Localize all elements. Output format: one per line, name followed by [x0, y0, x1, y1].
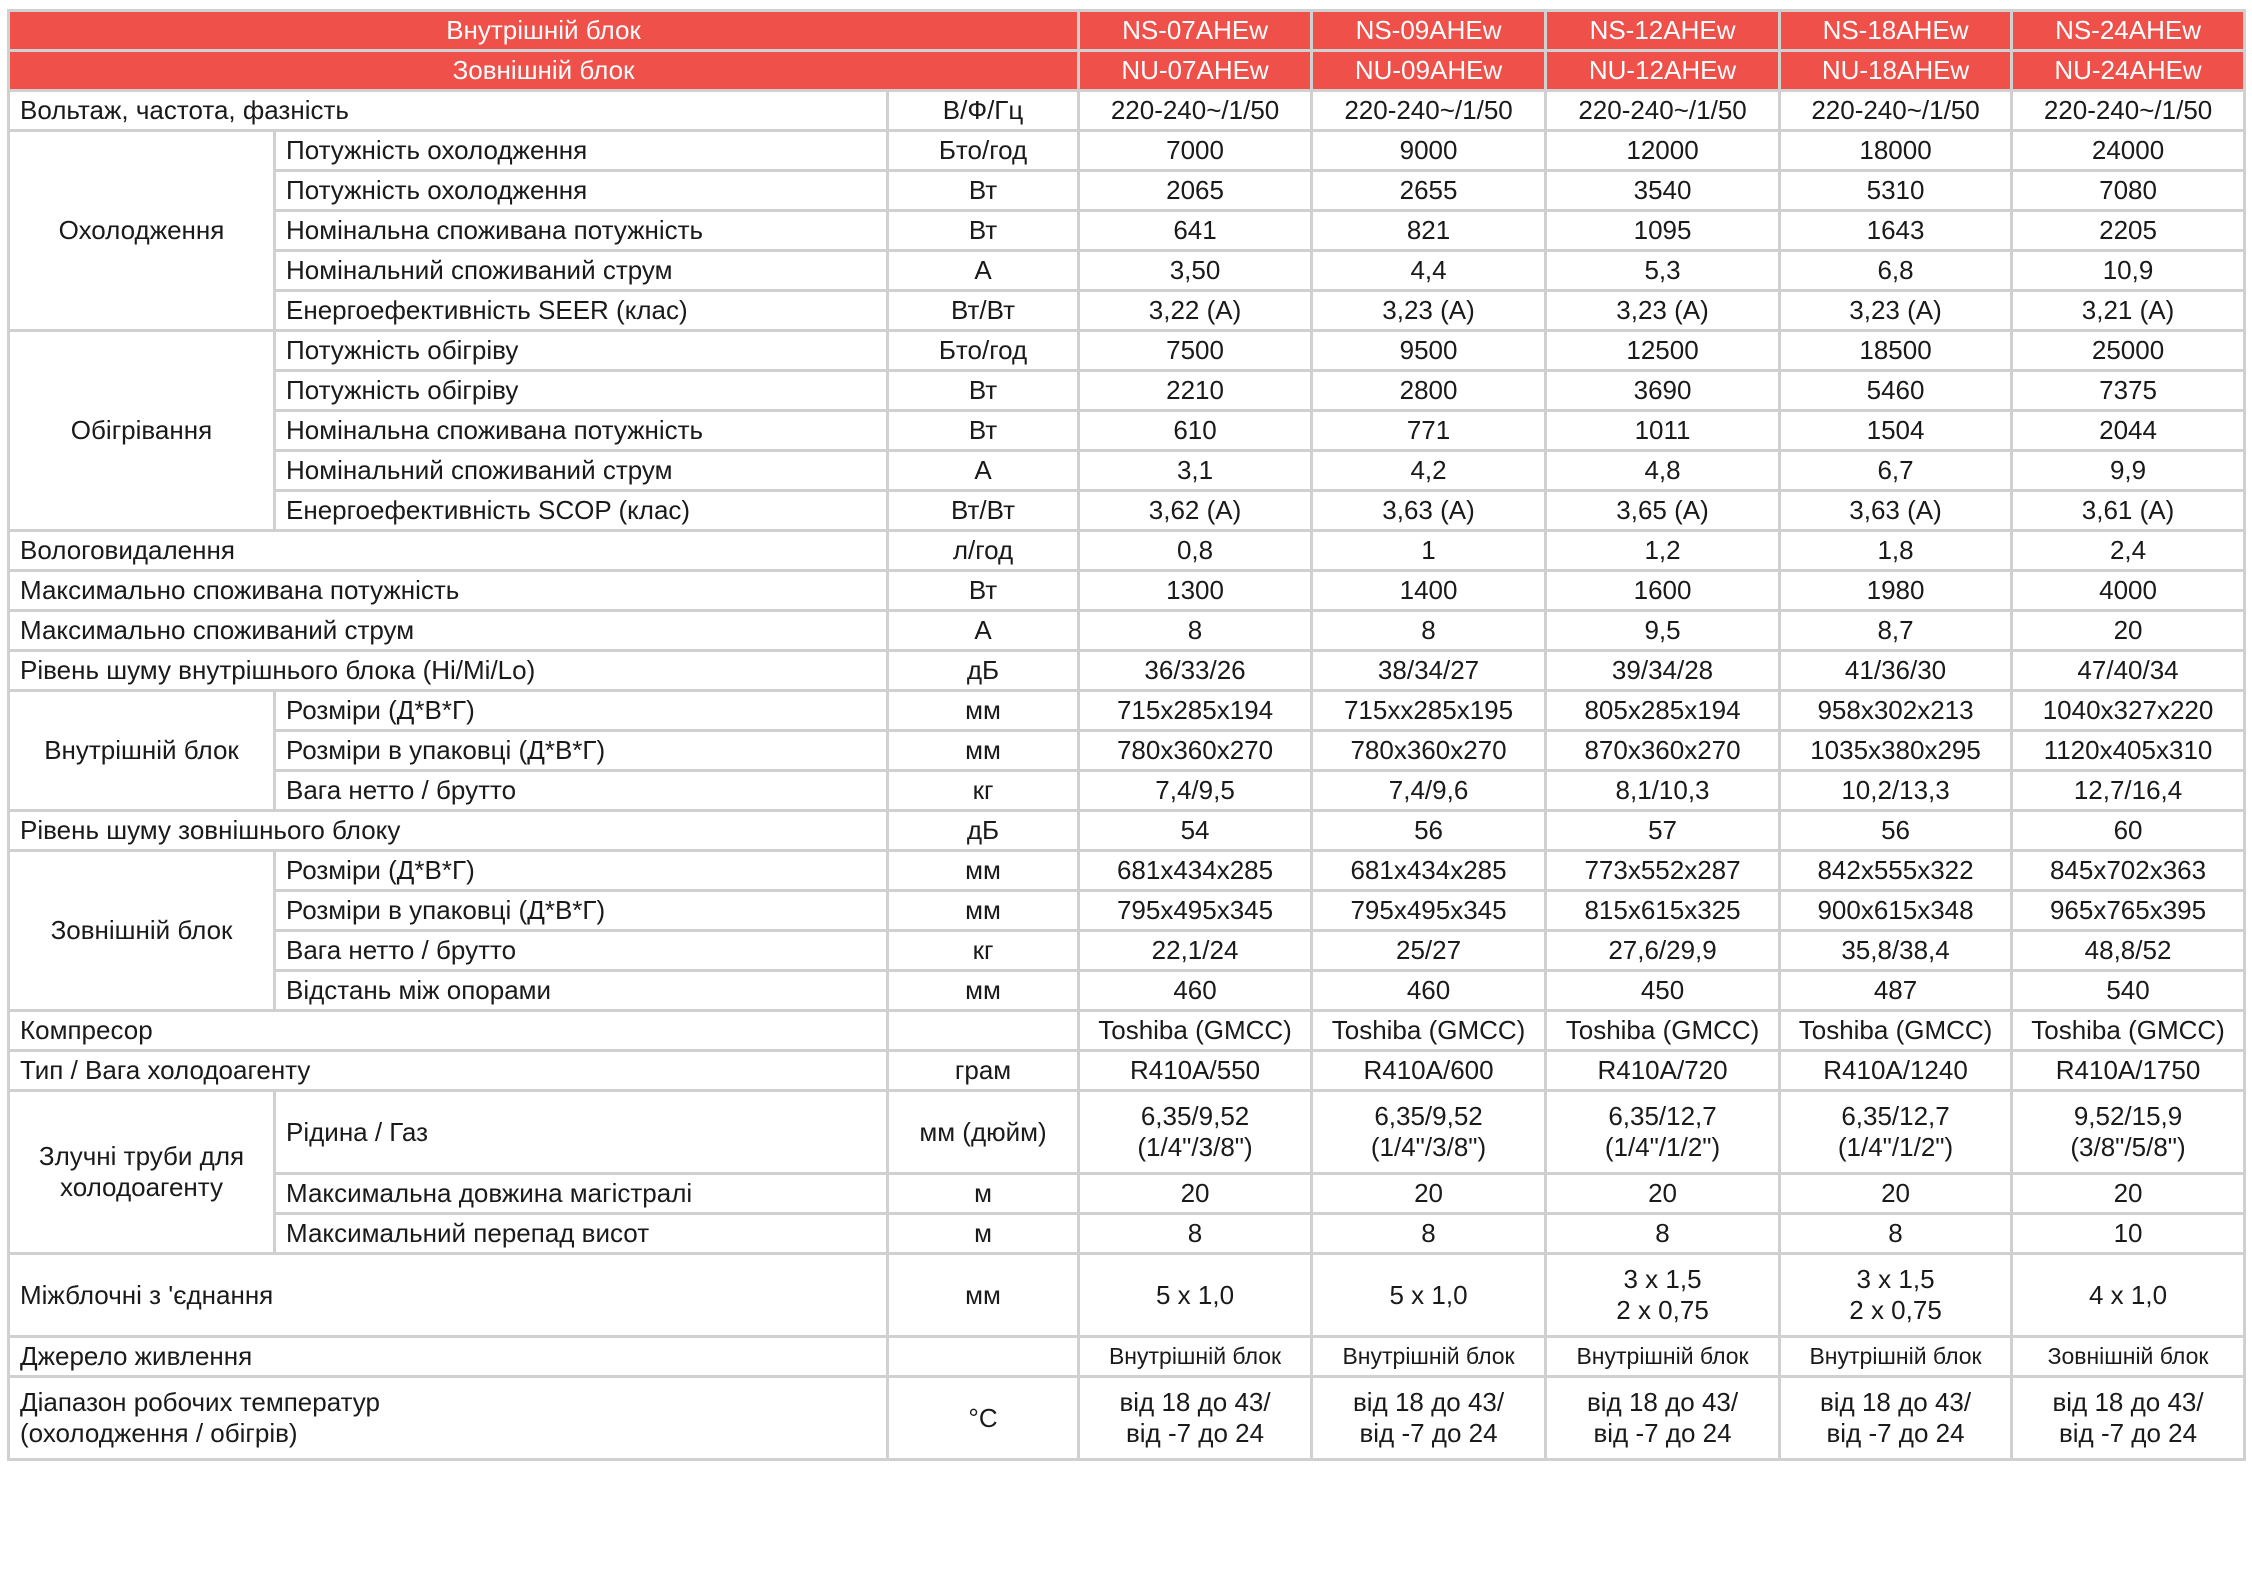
spec-value: Toshiba (GMCC): [1079, 1011, 1312, 1051]
spec-value: 450: [1546, 971, 1780, 1011]
spec-value: 9,5: [1546, 611, 1780, 651]
spec-value: 2205: [2012, 211, 2245, 251]
spec-value: [1546, 1377, 1780, 1460]
spec-value: 1120x405x310: [2012, 731, 2245, 771]
spec-value: [2012, 1377, 2245, 1460]
spec-value: 3,21 (A): [2012, 291, 2245, 331]
spec-value: Зовнішній блок: [2012, 1337, 2245, 1377]
spec-value: 6,8: [1780, 251, 2012, 291]
spec-unit: А: [888, 251, 1079, 291]
table-row: [9, 1377, 2245, 1460]
spec-label: Компресор: [9, 1011, 888, 1051]
spec-value: 24000: [2012, 131, 2245, 171]
spec-value: 3,50: [1079, 251, 1312, 291]
spec-unit: В/Ф/Гц: [888, 91, 1079, 131]
cell-line: від 18 до 43/: [1586, 1387, 1739, 1417]
spec-value: Toshiba (GMCC): [2012, 1011, 2245, 1051]
table-row: [9, 451, 2245, 491]
cell-line: (1/4"/3/8"): [1137, 1132, 1253, 1162]
table-row: [9, 811, 2245, 851]
spec-value: 3,23 (A): [1312, 291, 1546, 331]
spec-label: Номінальна споживана потужність: [275, 211, 888, 251]
spec-label: Рівень шуму внутрішнього блока (Hi/Mi/Lo): [9, 651, 888, 691]
table-row: [9, 971, 2245, 1011]
spec-label: [9, 1377, 888, 1460]
spec-value: 2044: [2012, 411, 2245, 451]
spec-value: 25/27: [1312, 931, 1546, 971]
spec-value: 805x285x194: [1546, 691, 1780, 731]
spec-value: 842x555x322: [1780, 851, 2012, 891]
spec-value: R410A/1240: [1780, 1051, 2012, 1091]
header-label: Зовнішній блок: [9, 51, 1079, 91]
spec-value: Toshiba (GMCC): [1312, 1011, 1546, 1051]
spec-value: Внутрішній блок: [1079, 1337, 1312, 1377]
cell-line: 2 x 0,75: [1849, 1295, 1942, 1325]
table-row: [9, 1214, 2245, 1254]
spec-value: 1040x327x220: [2012, 691, 2245, 731]
spec-value: 25000: [2012, 331, 2245, 371]
group-label: Злучні труби для холодоагенту: [9, 1091, 275, 1254]
spec-value: 35,8/38,4: [1780, 931, 2012, 971]
spec-value: 7000: [1079, 131, 1312, 171]
header-outdoor-row: [9, 51, 2245, 91]
spec-label: Тип / Вага холодоагенту: [9, 1051, 888, 1091]
model-name: NS-12AHEw: [1546, 11, 1780, 51]
spec-label: Вольтаж, частота, фазність: [9, 91, 888, 131]
spec-value: 36/33/26: [1079, 651, 1312, 691]
spec-value: 220-240~/1/50: [1780, 91, 2012, 131]
spec-value: 8: [1312, 611, 1546, 651]
spec-value: 1980: [1780, 571, 2012, 611]
spec-value: 4000: [2012, 571, 2245, 611]
spec-value: 39/34/28: [1546, 651, 1780, 691]
cell-line: від 18 до 43/: [2052, 1387, 2204, 1417]
group-label: Охолодження: [9, 131, 275, 331]
spec-unit: [888, 1337, 1079, 1377]
cell-line: (1/4"/1/2"): [1837, 1132, 1954, 1162]
spec-value: [2012, 1091, 2245, 1174]
model-name: NS-07AHEw: [1079, 11, 1312, 51]
spec-value: 780x360x270: [1312, 731, 1546, 771]
spec-value: 48,8/52: [2012, 931, 2245, 971]
spec-value: 8: [1546, 1214, 1780, 1254]
spec-value: [1546, 1254, 1780, 1337]
spec-value: 3,61 (A): [2012, 491, 2245, 531]
spec-label: Міжблочні з 'єднання: [9, 1254, 888, 1337]
cell-line: 5 x 1,0: [1156, 1279, 1235, 1310]
spec-unit: кг: [888, 931, 1079, 971]
table-row: [9, 1051, 2245, 1091]
cell-line: від -7 до 24: [1359, 1418, 1498, 1448]
spec-value: 6,7: [1780, 451, 2012, 491]
spec-value: 7,4/9,5: [1079, 771, 1312, 811]
spec-value: 900x615x348: [1780, 891, 2012, 931]
spec-value: 1643: [1780, 211, 2012, 251]
group-label: Зовнішній блок: [9, 851, 275, 1011]
spec-label: Максимально споживаний струм: [9, 611, 888, 651]
spec-value: 20: [1079, 1174, 1312, 1214]
spec-unit: мм: [888, 971, 1079, 1011]
spec-value: 870x360x270: [1546, 731, 1780, 771]
spec-unit: кг: [888, 771, 1079, 811]
spec-unit: Вт: [888, 211, 1079, 251]
table-row: [9, 1011, 2245, 1051]
spec-value: 487: [1780, 971, 2012, 1011]
spec-value: 7375: [2012, 371, 2245, 411]
spec-value: 9500: [1312, 331, 1546, 371]
spec-unit: Вт: [888, 411, 1079, 451]
spec-value: 220-240~/1/50: [2012, 91, 2245, 131]
spec-label: Потужність обігріву: [275, 371, 888, 411]
spec-unit: Бто/год: [888, 331, 1079, 371]
spec-label: Відстань між опорами: [275, 971, 888, 1011]
spec-label: Розміри (Д*В*Г): [275, 691, 888, 731]
spec-value: 7,4/9,6: [1312, 771, 1546, 811]
spec-unit: Бто/год: [888, 131, 1079, 171]
spec-value: 0,8: [1079, 531, 1312, 571]
spec-value: 1095: [1546, 211, 1780, 251]
cell-line: від 18 до 43/: [1819, 1387, 1972, 1417]
table-row: [9, 491, 2245, 531]
spec-value: [1312, 1254, 1546, 1337]
spec-label: Розміри (Д*В*Г): [275, 851, 888, 891]
spec-label: Номінальна споживана потужність: [275, 411, 888, 451]
spec-value: 57: [1546, 811, 1780, 851]
cell-line: від 18 до 43/: [1119, 1387, 1271, 1417]
spec-value: 22,1/24: [1079, 931, 1312, 971]
spec-value: 3,65 (A): [1546, 491, 1780, 531]
spec-unit: Вт: [888, 571, 1079, 611]
spec-label: Вага нетто / брутто: [275, 931, 888, 971]
spec-unit: Вт: [888, 171, 1079, 211]
table-row: [9, 1254, 2245, 1337]
spec-value: R410A/550: [1079, 1051, 1312, 1091]
spec-label: Потужність охолодження: [275, 131, 888, 171]
table-row: [9, 571, 2245, 611]
spec-value: Внутрішній блок: [1780, 1337, 2012, 1377]
model-name: NU-12AHEw: [1546, 51, 1780, 91]
spec-value: 20: [1312, 1174, 1546, 1214]
spec-unit: Вт/Вт: [888, 291, 1079, 331]
spec-value: 610: [1079, 411, 1312, 451]
table-row: [9, 251, 2245, 291]
spec-value: 12000: [1546, 131, 1780, 171]
cell-line: 3 x 1,5: [1623, 1264, 1702, 1294]
spec-unit: мм: [888, 851, 1079, 891]
spec-value: Toshiba (GMCC): [1780, 1011, 2012, 1051]
spec-value: 54: [1079, 811, 1312, 851]
spec-value: 3,23 (A): [1780, 291, 2012, 331]
spec-value: 1600: [1546, 571, 1780, 611]
spec-value: 7080: [2012, 171, 2245, 211]
spec-value: 7500: [1079, 331, 1312, 371]
spec-label: Потужність охолодження: [275, 171, 888, 211]
spec-value: 8,7: [1780, 611, 2012, 651]
spec-value: 3,23 (A): [1546, 291, 1780, 331]
spec-value: 56: [1312, 811, 1546, 851]
model-name: NS-18AHEw: [1780, 11, 2012, 51]
spec-value: 681x434x285: [1079, 851, 1312, 891]
model-name: NU-18AHEw: [1780, 51, 2012, 91]
spec-value: [1780, 1377, 2012, 1460]
cell-line: (3/8"/5/8"): [2070, 1132, 2186, 1162]
cell-line: (охолодження / обігрів): [20, 1418, 298, 1448]
table-row: [9, 291, 2245, 331]
table-row: [9, 131, 2245, 171]
spec-unit: А: [888, 451, 1079, 491]
spec-value: [1546, 1091, 1780, 1174]
spec-value: 795x495x345: [1079, 891, 1312, 931]
table-row: [9, 331, 2245, 371]
spec-label: Максимальний перепад висот: [275, 1214, 888, 1254]
spec-value: R410A/1750: [2012, 1051, 2245, 1091]
specifications-table: [7, 9, 2246, 1461]
spec-label: Енергоефективність SEER (клас): [275, 291, 888, 331]
spec-value: [2012, 1254, 2245, 1337]
cell-line: 6,35/12,7: [1608, 1101, 1717, 1131]
spec-value: 3,63 (A): [1312, 491, 1546, 531]
table-row: [9, 1091, 2245, 1174]
cell-line: 5 x 1,0: [1389, 1279, 1468, 1310]
cell-line: Діапазон робочих температур: [20, 1387, 380, 1417]
table-row: [9, 851, 2245, 891]
spec-unit: грам: [888, 1051, 1079, 1091]
spec-value: 8: [1079, 1214, 1312, 1254]
spec-value: 460: [1079, 971, 1312, 1011]
cell-line: від -7 до 24: [2058, 1418, 2198, 1448]
spec-value: 715x285x194: [1079, 691, 1312, 731]
spec-label: Максимально споживана потужність: [9, 571, 888, 611]
table-row: [9, 731, 2245, 771]
table-row: [9, 531, 2245, 571]
table-row: [9, 411, 2245, 451]
spec-value: 8,1/10,3: [1546, 771, 1780, 811]
spec-label: Вага нетто / брутто: [275, 771, 888, 811]
spec-value: 38/34/27: [1312, 651, 1546, 691]
spec-value: Внутрішній блок: [1312, 1337, 1546, 1377]
spec-value: 18500: [1780, 331, 2012, 371]
spec-value: R410A/600: [1312, 1051, 1546, 1091]
spec-unit: мм: [888, 891, 1079, 931]
spec-value: 540: [2012, 971, 2245, 1011]
spec-value: 5,3: [1546, 251, 1780, 291]
spec-value: 4,2: [1312, 451, 1546, 491]
table-row: [9, 691, 2245, 731]
spec-unit: л/год: [888, 531, 1079, 571]
spec-value: 2210: [1079, 371, 1312, 411]
spec-value: 1035x380x295: [1780, 731, 2012, 771]
cell-line: (1/4"/3/8"): [1370, 1132, 1487, 1162]
spec-unit: мм: [888, 731, 1079, 771]
table-row: [9, 611, 2245, 651]
spec-label: Вологовидалення: [9, 531, 888, 571]
spec-label: Рівень шуму зовнішнього блоку: [9, 811, 888, 851]
cell-line: від -7 до 24: [1125, 1418, 1265, 1448]
spec-unit: дБ: [888, 811, 1079, 851]
spec-value: 1300: [1079, 571, 1312, 611]
spec-value: 958x302x213: [1780, 691, 2012, 731]
spec-value: 965x765x395: [2012, 891, 2245, 931]
spec-unit: мм: [888, 691, 1079, 731]
model-name: NS-24AHEw: [2012, 11, 2245, 51]
header-label: Внутрішній блок: [9, 11, 1079, 51]
table-row: [9, 371, 2245, 411]
spec-label: Розміри в упаковці (Д*В*Г): [275, 731, 888, 771]
spec-value: 18000: [1780, 131, 2012, 171]
table-row: [9, 771, 2245, 811]
spec-value: 41/36/30: [1780, 651, 2012, 691]
cell-line: 4 x 1,0: [2089, 1279, 2168, 1310]
spec-value: 4,8: [1546, 451, 1780, 491]
spec-value: 815x615x325: [1546, 891, 1780, 931]
table-row: [9, 931, 2245, 971]
spec-value: 3690: [1546, 371, 1780, 411]
spec-value: 780x360x270: [1079, 731, 1312, 771]
spec-value: 8: [1312, 1214, 1546, 1254]
spec-value: 1: [1312, 531, 1546, 571]
table-row: [9, 1174, 2245, 1214]
spec-value: [1312, 1377, 1546, 1460]
spec-value: 3,1: [1079, 451, 1312, 491]
spec-value: 12500: [1546, 331, 1780, 371]
spec-value: 20: [1546, 1174, 1780, 1214]
spec-value: 60: [2012, 811, 2245, 851]
spec-unit: [888, 1011, 1079, 1051]
spec-value: 1,8: [1780, 531, 2012, 571]
cell-line: 3 x 1,5: [1856, 1264, 1935, 1294]
spec-value: 4,4: [1312, 251, 1546, 291]
spec-value: 3,63 (A): [1780, 491, 2012, 531]
spec-value: 460: [1312, 971, 1546, 1011]
spec-value: 5460: [1780, 371, 2012, 411]
spec-unit: мм (дюйм): [888, 1091, 1079, 1174]
spec-unit: мм: [888, 1254, 1079, 1337]
spec-unit: °C: [888, 1377, 1079, 1460]
group-label: Обігрівання: [9, 331, 275, 531]
spec-value: [1780, 1091, 2012, 1174]
spec-value: 5310: [1780, 171, 2012, 211]
cell-line: (1/4"/1/2"): [1604, 1132, 1721, 1162]
spec-value: 2800: [1312, 371, 1546, 411]
cell-line: 2 x 0,75: [1616, 1295, 1709, 1325]
spec-unit: дБ: [888, 651, 1079, 691]
cell-line: 6,35/12,7: [1841, 1101, 1950, 1131]
spec-value: 220-240~/1/50: [1546, 91, 1780, 131]
spec-value: 9000: [1312, 131, 1546, 171]
spec-value: 8: [1780, 1214, 2012, 1254]
spec-label: Енергоефективність SCOP (клас): [275, 491, 888, 531]
spec-value: 1504: [1780, 411, 2012, 451]
group-label: Внутрішній блок: [9, 691, 275, 811]
cell-line: 9,52/15,9: [2073, 1101, 2183, 1131]
table-row: [9, 91, 2245, 131]
spec-value: 715xx285x195: [1312, 691, 1546, 731]
cell-line: від -7 до 24: [1826, 1418, 1965, 1448]
spec-value: 220-240~/1/50: [1079, 91, 1312, 131]
table-row: [9, 651, 2245, 691]
spec-value: 3,22 (A): [1079, 291, 1312, 331]
spec-value: 1,2: [1546, 531, 1780, 571]
spec-value: 771: [1312, 411, 1546, 451]
spec-value: [1780, 1254, 2012, 1337]
spec-label: Потужність обігріву: [275, 331, 888, 371]
spec-unit: м: [888, 1214, 1079, 1254]
spec-value: 2655: [1312, 171, 1546, 211]
spec-value: 3540: [1546, 171, 1780, 211]
spec-value: 20: [2012, 611, 2245, 651]
spec-value: 56: [1780, 811, 2012, 851]
spec-value: 20: [2012, 1174, 2245, 1214]
spec-value: 8: [1079, 611, 1312, 651]
spec-value: 1011: [1546, 411, 1780, 451]
spec-value: 47/40/34: [2012, 651, 2245, 691]
spec-label: Номінальний споживаний струм: [275, 251, 888, 291]
spec-value: 641: [1079, 211, 1312, 251]
spec-value: 795x495x345: [1312, 891, 1546, 931]
spec-value: 10: [2012, 1214, 2245, 1254]
spec-value: 12,7/16,4: [2012, 771, 2245, 811]
spec-label: Джерело живлення: [9, 1337, 888, 1377]
spec-value: 821: [1312, 211, 1546, 251]
spec-value: Внутрішній блок: [1546, 1337, 1780, 1377]
spec-value: 20: [1780, 1174, 2012, 1214]
spec-unit: Вт/Вт: [888, 491, 1079, 531]
header-indoor-row: [9, 11, 2245, 51]
spec-value: 681x434x285: [1312, 851, 1546, 891]
table-row: [9, 891, 2245, 931]
cell-line: від 18 до 43/: [1352, 1387, 1505, 1417]
spec-unit: м: [888, 1174, 1079, 1214]
table-row: [9, 211, 2245, 251]
spec-value: Toshiba (GMCC): [1546, 1011, 1780, 1051]
spec-value: 2,4: [2012, 531, 2245, 571]
spec-label: Максимальна довжина магістралі: [275, 1174, 888, 1214]
spec-label: Номінальний споживаний струм: [275, 451, 888, 491]
spec-value: 220-240~/1/50: [1312, 91, 1546, 131]
spec-value: 2065: [1079, 171, 1312, 211]
cell-line: 6,35/9,52: [1140, 1101, 1250, 1131]
cell-line: 6,35/9,52: [1374, 1101, 1483, 1131]
spec-value: 10,2/13,3: [1780, 771, 2012, 811]
spec-value: 9,9: [2012, 451, 2245, 491]
model-name: NU-09AHEw: [1312, 51, 1546, 91]
spec-value: [1079, 1377, 1312, 1460]
model-name: NU-07AHEw: [1079, 51, 1312, 91]
spec-unit: Вт: [888, 371, 1079, 411]
spec-value: 27,6/29,9: [1546, 931, 1780, 971]
spec-value: [1079, 1091, 1312, 1174]
model-name: NU-24AHEw: [2012, 51, 2245, 91]
table-row: [9, 171, 2245, 211]
table-row: [9, 1337, 2245, 1377]
model-name: NS-09AHEw: [1312, 11, 1546, 51]
spec-label: Розміри в упаковці (Д*В*Г): [275, 891, 888, 931]
cell-line: від -7 до 24: [1593, 1418, 1732, 1448]
spec-value: [1312, 1091, 1546, 1174]
spec-value: 1400: [1312, 571, 1546, 611]
spec-value: 773x552x287: [1546, 851, 1780, 891]
spec-value: R410A/720: [1546, 1051, 1780, 1091]
spec-label: Рідина / Газ: [275, 1091, 888, 1174]
spec-value: [1079, 1254, 1312, 1337]
spec-value: 845x702x363: [2012, 851, 2245, 891]
spec-unit: А: [888, 611, 1079, 651]
spec-value: 10,9: [2012, 251, 2245, 291]
spec-value: 3,62 (A): [1079, 491, 1312, 531]
